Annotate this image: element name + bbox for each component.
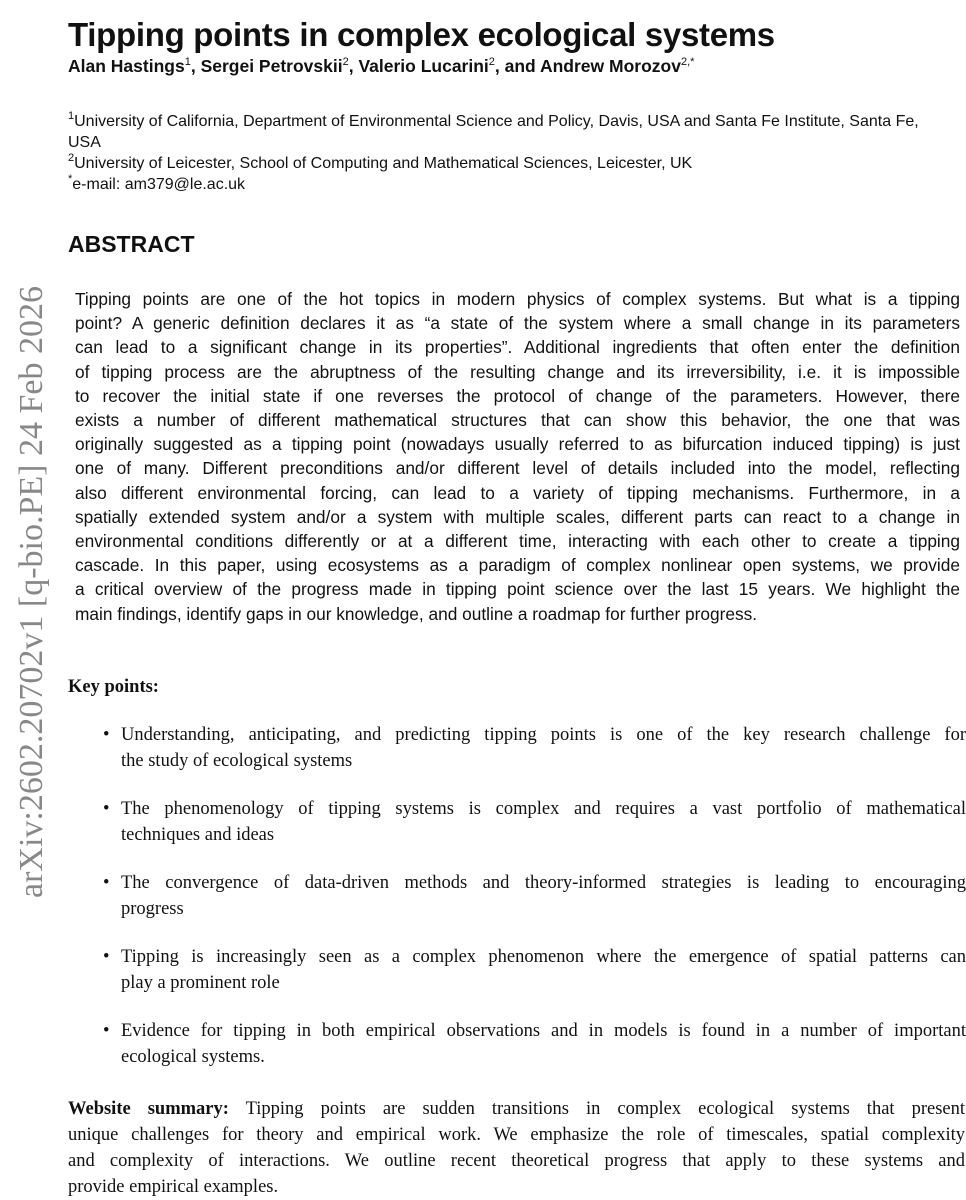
affiliation [68,174,948,195]
affiliations [68,111,948,195]
author-name: Andrew Morozov [539,56,681,76]
abstract-line: a critical overview of the progress made in tipping point science over the last 15 years. We highlight the [75,579,960,600]
summary-line: unique challenges for theory and empirical work. We emphasize the role of timescales, spatial complexity [68,1125,965,1145]
bullet-icon: • [103,799,110,819]
abstract-line: Tipping points are one of the hot topics in modern physics of complex systems. But what is a tipping [75,289,960,309]
abstract-line: of tipping process are the abruptness of the resulting change and its irreversibility, i.e. it is impossible [75,361,960,382]
author-affiliation-mark: 1 [184,56,191,68]
key-points-heading: Key points: [68,677,159,697]
abstract-line: originally suggested as a tipping point (nowadays usually referred to as bifurcation induced tipping) is just [75,434,960,455]
bullet-icon: • [103,1021,110,1041]
abstract-line: point? A generic definition declares it as “a state of the system where a small change in its parameters [75,313,960,334]
key-point-line: The phenomenology of tipping systems is complex and requires a vast portfolio of mathematical [121,799,966,819]
summary-first-line [68,1096,965,1122]
author-affiliation-mark: 2 [488,56,495,68]
abstract-line: one of many. Different preconditions and/or different level of details included into the model, reflecting [75,458,960,479]
key-points-list [103,722,966,1092]
abstract-line: cascade. In this paper, using ecosystems as a paradigm of complex nonlinear open systems, we provide [75,555,960,576]
key-point-line: the study of ecological systems [121,751,353,771]
author-name: Sergei Petrovskii [200,56,343,76]
summary-line: provide empirical examples. [68,1177,279,1197]
affiliation-mark: 1 [68,110,75,122]
key-point-line: ecological systems. [121,1047,265,1067]
summary-line: and complexity of interactions. We outline recent theoretical progress that apply to these systems and [68,1151,965,1171]
affiliation [68,111,948,153]
abstract-line: exists a number of different mathematical structures that can show this behavior, the one that was [75,410,960,431]
key-point [103,870,966,922]
summary-line: Tipping points are sudden transitions in complex ecological systems that present [245,1099,966,1119]
abstract-line: can lead to a significant change in its properties”. Additional ingredients that often enter the definition [75,337,960,358]
paper-title: Tipping points in complex ecological systems [68,16,775,54]
key-point [103,1018,966,1070]
abstract-body [75,287,960,626]
affiliation [68,153,948,174]
key-point [103,944,966,996]
author-affiliation-mark: 2,* [680,56,695,68]
abstract-line: also different environmental forcing, can lead to a variety of tipping mechanisms. Furthermore, in a [75,482,960,503]
affiliation-text: University of California, Department of Environmental Science and Policy, Davis, USA and Santa Fe Institute, Santa Fe, USA [68,113,919,151]
author-name: Alan Hastings [68,56,185,76]
author-separator: , [348,56,359,76]
key-point-line: play a prominent role [121,973,280,993]
key-point-line: The convergence of data-driven methods and theory-informed strategies is leading to encouraging [121,873,966,893]
key-point [103,722,966,774]
key-point-line: Understanding, anticipating, and predicting tipping points is one of the key research challenge for [121,725,966,745]
affiliation-text: e-mail: am379@le.ac.uk [72,176,246,193]
bullet-icon: • [103,725,110,745]
abstract-line: main findings, identify gaps in our knowledge, and outline a roadmap for further progress. [75,603,758,624]
bullet-icon: • [103,947,110,967]
abstract-heading: ABSTRACT [68,231,195,257]
arxiv-identifier: arXiv:2602.20702v1 [q-bio.PE] 24 Feb 2026 [13,286,50,898]
abstract-line: spatially extended system and/or a system with multiple scales, different parts can react to a change in [75,506,960,527]
author-separator: , and [494,56,540,76]
key-point-line: progress [121,899,184,919]
affiliation-mark: * [68,173,73,185]
abstract-line: to recover the initial state if one reverses the protocol of change of the parameters. However, there [75,385,960,406]
author-list [68,56,694,77]
author-affiliation-mark: 2 [342,56,349,68]
affiliation-mark: 2 [68,152,75,164]
bullet-icon: • [103,873,110,893]
author-name: Valerio Lucarini [358,56,489,76]
author-separator: , [190,56,201,76]
key-point-line: techniques and ideas [121,825,275,845]
key-point-line: Evidence for tipping in both empirical observations and in models is found in a number of important [121,1021,966,1041]
summary-label: Website summary: [68,1099,229,1119]
key-point [103,796,966,848]
key-point-line: Tipping is increasingly seen as a complex phenomenon where the emergence of spatial patterns can [121,947,966,967]
affiliation-text: University of Leicester, School of Computing and Mathematical Sciences, Leicester, UK [74,155,693,172]
website-summary [68,1096,965,1200]
abstract-line: environmental conditions differently or at a different time, interacting with each other to create a tipping [75,531,960,552]
